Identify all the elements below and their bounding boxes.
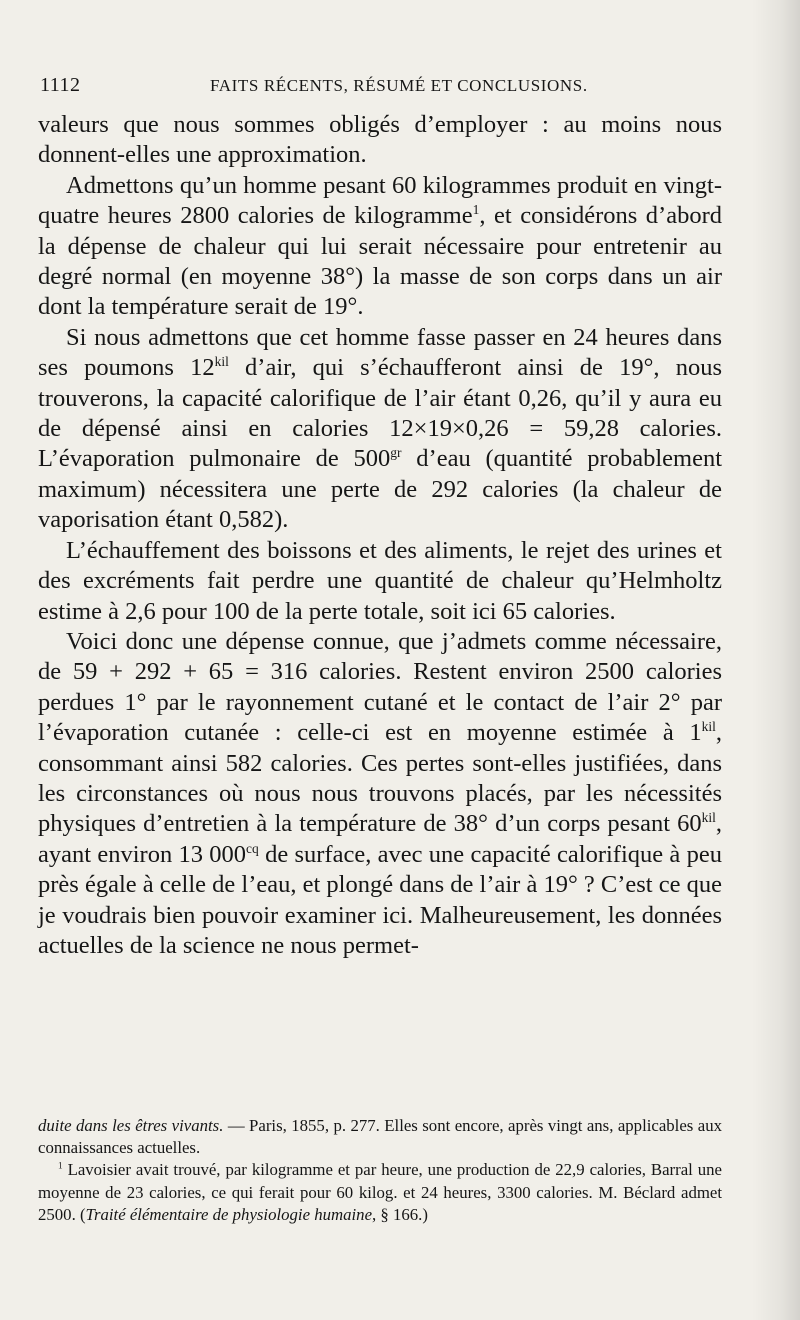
paragraph-respiration: Si nous admettons que cet homme fasse passer en 24 heures dans ses poumons $12^{kil}$ d’air, qui s’échaufferont ainsi de 19°, nous trouverons, la capacité calorifique de l’air étant 0,26, qu’il y aura eu de dépensé ainsi en calories 12×19×0,26 = 59,28 calories. L’évaporation pulmonaire de $500^{gr}$ d’eau (quantité probablement maximum) nécessitera une perte de 292 calories (la chaleur de vaporisation étant 0,582). bbox=[38, 323, 722, 534]
page-edge-shadow bbox=[752, 0, 800, 1320]
page-number: 1112 bbox=[40, 74, 81, 96]
unit-superscript: gr bbox=[390, 445, 402, 461]
unit-superscript: kil bbox=[214, 354, 229, 370]
footnote-number: 1 bbox=[58, 1160, 63, 1171]
footnote-continuation: duite dans les êtres vivants. — Paris, 1855, p. 277. Elles sont encore, après vingt ans, applicables aux connaissances actuelles. bbox=[38, 1116, 722, 1158]
paragraph-continued: valeurs que nous sommes obligés d’employer : au moins nous donnent-elles une approximation. bbox=[38, 111, 722, 169]
running-head: FAITS RÉCENTS, RÉSUMÉ ET CONCLUSIONS. bbox=[210, 76, 588, 95]
paragraph-echauffement: L’échauffement des boissons et des aliments, le rejet des urines et des excréments fait perdre une quantité de chaleur qu’Helmholtz estime à 2,6 pour 100 de la perte totale, soit ici 65 calories. bbox=[38, 536, 722, 625]
main-text bbox=[38, 110, 722, 961]
paragraph-admettons: Admettons qu’un homme pesant 60 kilogrammes produit en vingt-quatre heures 2800 calories de kilogramme$^1$, et considérons d’abord la dépense de chaleur qui lui serait nécessaire pour entretenir au degré normal (en moyenne 38°) la masse de son corps dans un air dont la température serait de 19°. bbox=[38, 171, 722, 321]
unit-superscript: kil bbox=[701, 810, 716, 826]
page-header bbox=[40, 74, 720, 104]
footnotes bbox=[38, 1115, 722, 1226]
unit-superscript: kil bbox=[701, 718, 716, 734]
footnote-ref: 1 bbox=[472, 202, 480, 218]
paragraph-depense: Voici donc une dépense connue, que j’admets comme nécessaire, de 59 + 292 + 65 = 316 calories. Restent environ 2500 calories perdues 1° par le rayonnement cutané et le contact de l’air 2° par l’évaporation cutanée : celle-ci est en moyenne estimée à $1^{kil}$, consommant ainsi 582 calories. Ces pertes sont-elles justifiées, dans les circonstances où nous nous trouvons placés, par les nécessités physiques d’entretien à la température de 38° d’un corps pesant $60^{kil}$, ayant environ 13 $000^{cq}$ de surface, avec une capacité calorifique à peu près égale à celle de l’eau, et plongé dans de l’air à 19° ? C’est ce que je voudrais bien pouvoir examiner ici. Malheureusement, les données actuelles de la science ne nous permet- bbox=[38, 627, 722, 959]
unit-superscript: cq bbox=[246, 840, 259, 856]
footnote-1: $^1$ Lavoisier avait trouvé, par kilogramme et par heure, une production de 22,9 calories, Barral une moyenne de 23 calories, ce qui ferait pour 60 kilog. et 24 heures, 3300 calories. M. Béclard admet 2500. (Traité élémentaire de physiologie humaine, § 166.) bbox=[38, 1160, 722, 1224]
